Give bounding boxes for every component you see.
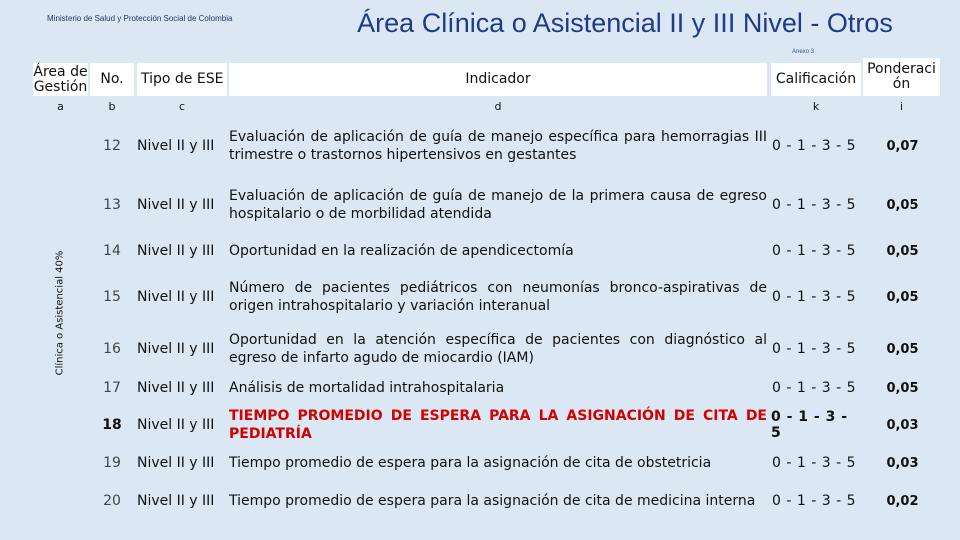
table-row [90,277,950,317]
table-row [90,240,950,262]
row-indicator: Oportunidad en la realización de apendicectomía [229,243,574,259]
row-ponderacion: 0,05 [886,341,919,357]
row-ponderacion: 0,05 [886,380,919,396]
row-calificacion: 0 - 1 - 3 - 5 [772,455,856,471]
row-calificacion: 0 - 1 - 3 - 5 [772,243,856,259]
row-number: 16 [103,341,121,357]
subheader-c: c [178,100,186,113]
area-label: Clínica o Asistencial 40% [54,250,66,376]
subheader-d: d [494,100,502,113]
row-calificacion: 0 - 1 - 3 - 5 [771,409,848,441]
row-ponderacion: 0,05 [886,243,919,259]
header-calificacion: Calificación [771,63,861,96]
row-type: Nivel II y III [137,138,215,154]
row-indicator: Tiempo promedio de espera para la asignación de cita de medicina interna [229,493,756,509]
subheader-i: i [899,100,904,113]
row-calificacion: 0 - 1 - 3 - 5 [772,341,856,357]
row-number: 17 [103,380,121,396]
row-number: 15 [103,289,121,305]
table-row [90,126,950,166]
row-indicator: Oportunidad en la atención específica de pacientes con diagnóstico al egreso de infarto agudo de miocardio (IAM) [229,332,767,366]
table-row [90,452,950,474]
row-type: Nivel II y III [137,417,215,433]
row-indicator: TIEMPO PROMEDIO DE ESPERA PARA LA ASIGNACIÓN DE CITA DE PEDIATRÍA [229,408,767,442]
header-num: No. [90,63,134,96]
row-number: 18 [102,417,122,433]
row-ponderacion: 0,05 [886,197,919,213]
ministry-label: Ministerio de Salud y Protección Social de Colombia [47,14,233,23]
row-indicator: Evaluación de aplicación de guía de manejo de la primera causa de egreso hospitalario o de morbilidad atendida [229,188,767,222]
table-row [90,329,950,369]
row-number: 13 [103,197,121,213]
row-type: Nivel II y III [137,289,215,305]
row-calificacion: 0 - 1 - 3 - 5 [772,493,856,509]
row-number: 20 [103,493,121,509]
row-indicator: Número de pacientes pediátricos con neumonías bronco-aspirativas de origen intrahospitalario y variación interanual [229,280,767,314]
table-row [90,377,950,399]
row-ponderacion: 0,05 [886,289,919,305]
row-type: Nivel II y III [137,197,215,213]
table-row-highlighted [90,405,950,445]
row-number: 14 [103,243,121,259]
header-area: Área de Gestión [33,63,88,95]
row-type: Nivel II y III [137,341,215,357]
row-calificacion: 0 - 1 - 3 - 5 [772,197,856,213]
row-calificacion: 0 - 1 - 3 - 5 [772,138,856,154]
row-calificacion: 0 - 1 - 3 - 5 [772,289,856,305]
annex-label: Anexo 3 [792,49,815,55]
subheader-k: k [812,100,820,113]
row-indicator: Análisis de mortalidad intrahospitalaria [229,380,505,396]
header-indicator: Indicador [229,63,767,96]
row-ponderacion: 0,03 [886,455,919,471]
row-ponderacion: 0,03 [886,417,919,433]
subheader-b: b [108,100,116,113]
row-indicator: Evaluación de aplicación de guía de manejo específica para hemorragias III trimestre o trastornos hipertensivos en gestantes [229,129,767,163]
row-type: Nivel II y III [137,243,215,259]
row-number: 19 [103,455,121,471]
row-type: Nivel II y III [137,493,215,509]
table-row [90,185,950,225]
row-indicator: Tiempo promedio de espera para la asignación de cita de obstetricia [229,455,712,471]
table-row [90,481,950,521]
header-ponderacion: Ponderación [863,58,940,96]
row-type: Nivel II y III [137,455,215,471]
row-calificacion: 0 - 1 - 3 - 5 [772,380,856,396]
row-ponderacion: 0,07 [886,138,919,154]
row-ponderacion: 0,02 [886,493,919,509]
subheader-a: a [57,100,64,113]
page-title: Área Clínica o Asistencial II y III Nivel - Otros [357,8,893,38]
row-number: 12 [103,138,121,154]
header-type: Tipo de ESE [137,63,227,96]
row-type: Nivel II y III [137,380,215,396]
